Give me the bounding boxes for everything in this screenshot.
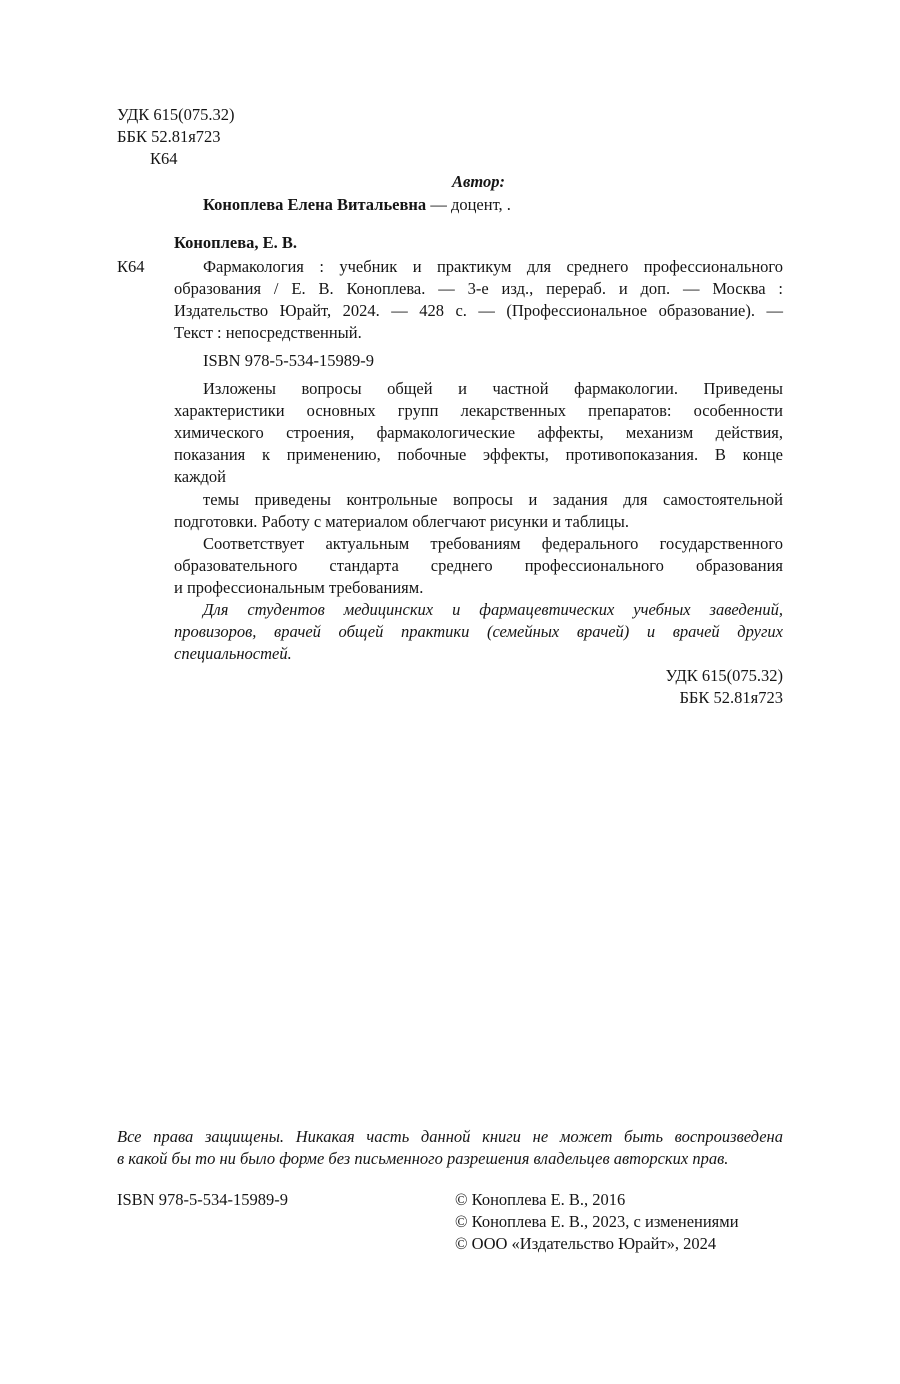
- record-udk: УДК 615(075.32): [665, 666, 783, 685]
- annotation-line: темы приведены контрольные вопросы и задания для самостоятельной: [203, 490, 783, 509]
- rights-line: Все права защищены. Никакая часть данной книги не может быть воспроизведена: [117, 1127, 783, 1146]
- copyright-line: © Коноплева Е. В., 2016: [455, 1190, 626, 1209]
- audience-paragraph: [174, 599, 783, 665]
- annotation-line: Соответствует актуальным требованиям федерального государственного: [203, 534, 783, 553]
- annotation-paragraph: [174, 489, 783, 533]
- copyright-list: [455, 1189, 785, 1255]
- description-line: образования / Е. В. Коноплева. — 3-е изд., перераб. и доп. — Москва :: [174, 279, 783, 298]
- footer-isbn: ISBN 978-5-534-15989-9: [117, 1190, 288, 1209]
- description-line: Фармакология : учебник и практикум для среднего профессионального: [203, 257, 783, 276]
- annotation-line: Изложены вопросы общей и частной фармакологии. Приведены: [203, 379, 783, 398]
- copyright-line: © Коноплева Е. В., 2023, с изменениями: [455, 1212, 739, 1231]
- copyright-line: © ООО «Издательство Юрайт», 2024: [455, 1234, 717, 1253]
- audience-line: провизоров, врачей общей практики (семейных врачей) и врачей других: [174, 622, 783, 641]
- annotation-line: и профессиональным требованиям.: [174, 578, 424, 597]
- annotation-line: подготовки. Работу с материалом облегчают рисунки и таблицы.: [174, 512, 629, 531]
- annotation-paragraph: [174, 378, 783, 488]
- udk-code: УДК 615(075.32): [117, 105, 235, 124]
- description-line: Издательство Юрайт, 2024. — 428 с. — (Профессиональное образование). —: [174, 301, 783, 320]
- annotation-paragraph: [174, 533, 783, 599]
- author-label: Автор:: [452, 172, 505, 191]
- rights-notice: [117, 1126, 783, 1170]
- record-heading: Коноплева, Е. В.: [174, 233, 298, 252]
- author-line: [203, 194, 511, 216]
- record-isbn: ISBN 978-5-534-15989-9: [203, 351, 374, 370]
- audience-line: специальностей.: [174, 644, 292, 663]
- annotation-line: каждой: [174, 467, 226, 486]
- audience-line: Для студентов медицинских и фармацевтических учебных заведений,: [203, 600, 783, 619]
- author-position: — доцент, .: [426, 195, 511, 214]
- record-author-sign: К64: [117, 257, 145, 276]
- description-line: Текст : непосредственный.: [174, 323, 362, 342]
- bibliographic-description: [174, 256, 783, 344]
- annotation-line: образовательного стандарта среднего профессионального образования: [174, 556, 783, 575]
- annotation-line: показания к применению, побочные эффекты, противопоказания. В конце: [174, 445, 783, 464]
- author-sign: К64: [150, 149, 178, 168]
- author-name: Коноплева Елена Витальевна: [203, 195, 427, 214]
- rights-line: в какой бы то ни было форме без письменного разрешения владельцев авторских прав.: [117, 1149, 729, 1168]
- record-bbk: ББК 52.81я723: [679, 688, 783, 707]
- bbk-code: ББК 52.81я723: [117, 127, 221, 146]
- annotation-line: характеристики основных групп лекарственных препаратов: особенности: [174, 401, 783, 420]
- annotation-line: химического строения, фармакологические аффекты, механизм действия,: [174, 423, 783, 442]
